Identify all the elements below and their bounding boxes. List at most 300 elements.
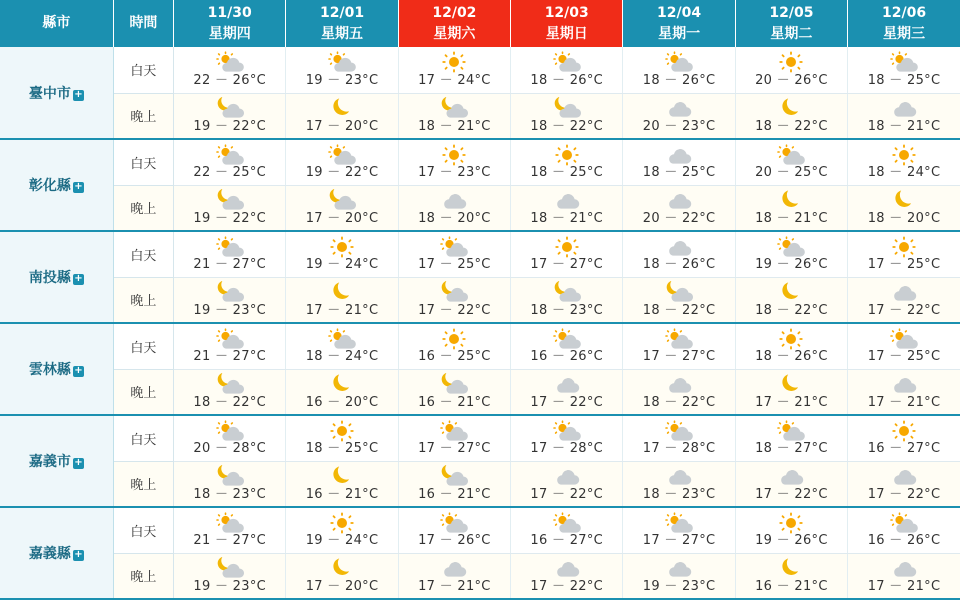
- expand-city-icon[interactable]: +: [74, 457, 83, 468]
- cloud-icon: [848, 465, 960, 487]
- sun-icon: [399, 51, 510, 73]
- sun-icon: [891, 420, 917, 442]
- forecast-cell: [623, 277, 735, 323]
- temperature-range: 16 － 21°C: [755, 578, 828, 594]
- sun-behind-cloud-icon: [215, 236, 245, 258]
- sun-behind-cloud-icon: [174, 419, 285, 441]
- header-day-date: 12/02: [432, 5, 477, 22]
- forecast-cell: [398, 415, 510, 461]
- moon-icon: [780, 557, 802, 579]
- sun-icon: [554, 144, 580, 166]
- table-header: [0, 0, 960, 47]
- temperature-range: 17 － 28°C: [642, 441, 716, 457]
- forecast-cell: [623, 323, 735, 369]
- forecast-cell: [511, 507, 623, 553]
- city-cell[interactable]: [0, 139, 113, 231]
- forecast-cell: [174, 93, 286, 139]
- temperature-range: 18 － 20°C: [867, 210, 941, 226]
- temperature-range: 18 － 23°C: [642, 486, 716, 502]
- temperature-range: 17 － 21°C: [867, 394, 941, 410]
- forecast-cell: [511, 323, 623, 369]
- moon-icon: [331, 557, 353, 579]
- cloud-icon: [890, 97, 918, 119]
- table-row: [0, 277, 960, 323]
- forecast-cell: [848, 507, 960, 553]
- sun-behind-cloud-icon: [327, 328, 357, 350]
- forecast-cell: [511, 231, 623, 277]
- forecast-cell: [286, 369, 398, 415]
- period-night-label: 晚上: [113, 461, 173, 507]
- header-row: [0, 0, 960, 47]
- forecast-cell: [623, 185, 735, 231]
- sun-behind-cloud-icon: [174, 327, 285, 349]
- temperature-range: 17 － 21°C: [867, 578, 941, 594]
- cloud-icon: [665, 144, 693, 166]
- sun-icon: [329, 512, 355, 534]
- forecast-cell: [848, 323, 960, 369]
- cloud-icon: [665, 236, 693, 258]
- moon-icon: [736, 97, 847, 119]
- forecast-cell: [398, 93, 510, 139]
- moon-icon: [331, 281, 353, 303]
- forecast-cell: [174, 47, 286, 93]
- city-cell[interactable]: [0, 415, 113, 507]
- temperature-range: 18 － 22°C: [530, 118, 604, 134]
- forecast-cell: [623, 231, 735, 277]
- forecast-cell: [848, 139, 960, 185]
- sun-behind-cloud-icon: [215, 512, 245, 534]
- temperature-range: 19 － 26°C: [755, 533, 828, 549]
- cloud-icon: [665, 97, 693, 119]
- sun-behind-cloud-icon: [286, 51, 397, 73]
- temperature-range: 21 － 27°C: [193, 349, 267, 365]
- period-day-label: 白天: [113, 415, 173, 461]
- table-row: [0, 461, 960, 507]
- forecast-cell: [398, 553, 510, 599]
- forecast-cell: [398, 507, 510, 553]
- table-row: [0, 415, 960, 461]
- temperature-range: 17 － 27°C: [642, 349, 716, 365]
- moon-behind-cloud-icon: [399, 465, 510, 487]
- cloud-icon: [511, 189, 622, 211]
- sun-behind-cloud-icon: [623, 511, 734, 533]
- forecast-cell: [398, 323, 510, 369]
- sun-behind-cloud-icon: [174, 235, 285, 257]
- moon-icon: [780, 189, 802, 211]
- forecast-cell: [848, 461, 960, 507]
- cloud-icon: [623, 465, 734, 487]
- forecast-cell: [735, 139, 847, 185]
- forecast-cell: [623, 507, 735, 553]
- temperature-range: 18 － 24°C: [867, 165, 941, 181]
- sun-icon: [554, 236, 580, 258]
- moon-behind-cloud-icon: [439, 97, 469, 119]
- moon-behind-cloud-icon: [215, 557, 245, 579]
- forecast-cell: [511, 461, 623, 507]
- sun-behind-cloud-icon: [736, 235, 847, 257]
- forecast-cell: [623, 93, 735, 139]
- moon-behind-cloud-icon: [215, 373, 245, 395]
- forecast-cell: [286, 139, 398, 185]
- forecast-cell: [398, 231, 510, 277]
- city-name: 臺中市: [28, 85, 71, 102]
- cloud-icon: [665, 557, 693, 579]
- forecast-cell: [735, 277, 847, 323]
- temperature-range: 17 － 21°C: [755, 394, 828, 410]
- moon-icon: [780, 373, 802, 395]
- sun-behind-cloud-icon: [327, 144, 357, 166]
- forecast-cell: [848, 277, 960, 323]
- sun-behind-cloud-icon: [848, 511, 960, 533]
- temperature-range: 20 － 25°C: [755, 165, 828, 181]
- forecast-cell: [398, 461, 510, 507]
- cloud-icon: [665, 373, 693, 395]
- sun-behind-cloud-icon: [848, 51, 960, 73]
- sun-behind-cloud-icon: [215, 144, 245, 166]
- sun-icon: [399, 143, 510, 165]
- forecast-cell: [735, 553, 847, 599]
- forecast-cell: [848, 93, 960, 139]
- forecast-cell: [735, 47, 847, 93]
- sun-icon: [736, 327, 847, 349]
- expand-city-icon[interactable]: +: [74, 365, 83, 376]
- cloud-icon: [553, 373, 581, 395]
- temperature-range: 19 － 24°C: [305, 257, 379, 273]
- sun-behind-cloud-icon: [439, 420, 469, 442]
- moon-behind-cloud-icon: [174, 97, 285, 119]
- period-night-label: 晚上: [113, 369, 173, 415]
- forecast-cell: [174, 231, 286, 277]
- period-night-label: 晚上: [113, 553, 173, 599]
- header-day-date: 12/03: [544, 5, 589, 22]
- header-day-5: [623, 0, 735, 47]
- table-row: [0, 139, 960, 185]
- moon-icon: [736, 281, 847, 303]
- sun-behind-cloud-icon: [174, 51, 285, 73]
- sun-icon: [778, 328, 804, 350]
- forecast-cell: [286, 461, 398, 507]
- moon-behind-cloud-icon: [511, 281, 622, 303]
- moon-behind-cloud-icon: [439, 465, 469, 487]
- cloud-icon: [890, 465, 918, 487]
- sun-behind-cloud-icon: [623, 327, 734, 349]
- moon-behind-cloud-icon: [174, 465, 285, 487]
- sun-behind-cloud-icon: [286, 143, 397, 165]
- sun-icon: [778, 51, 804, 73]
- expand-city-icon[interactable]: +: [74, 273, 83, 284]
- sun-behind-cloud-icon: [889, 512, 919, 534]
- sun-icon: [286, 235, 397, 257]
- forecast-cell: [848, 369, 960, 415]
- temperature-range: 18 － 22°C: [642, 394, 716, 410]
- forecast-cell: [286, 323, 398, 369]
- temperature-range: 18 － 25°C: [305, 441, 379, 457]
- sun-behind-cloud-icon: [623, 419, 734, 441]
- temperature-range: 18 － 26°C: [530, 72, 604, 88]
- city-cell[interactable]: [0, 323, 113, 415]
- sun-behind-cloud-icon: [623, 51, 734, 73]
- header-day-date: 12/06: [882, 5, 927, 22]
- moon-icon: [331, 97, 353, 119]
- cloud-icon: [623, 557, 734, 579]
- header-day-weekday: 星期四: [208, 25, 251, 42]
- moon-icon: [893, 189, 915, 211]
- header-day-date: 12/04: [657, 5, 702, 22]
- forecast-cell: [735, 415, 847, 461]
- forecast-cell: [286, 415, 398, 461]
- forecast-cell: [848, 47, 960, 93]
- header-day-7: [848, 0, 960, 47]
- temperature-range: 16 － 20°C: [305, 394, 379, 410]
- table-row: [0, 507, 960, 553]
- forecast-cell: [398, 139, 510, 185]
- temperature-range: 19 － 23°C: [305, 72, 379, 88]
- cloud-icon: [623, 235, 734, 257]
- sun-behind-cloud-icon: [889, 328, 919, 350]
- sun-behind-cloud-icon: [174, 511, 285, 533]
- cloud-icon: [736, 465, 847, 487]
- expand-city-icon[interactable]: +: [74, 88, 83, 100]
- sun-behind-cloud-icon: [174, 143, 285, 165]
- header-time: 時間: [113, 0, 173, 47]
- forecast-cell: [286, 185, 398, 231]
- forecast-cell: [735, 507, 847, 553]
- moon-behind-cloud-icon: [399, 97, 510, 119]
- table-body: [0, 47, 960, 599]
- temperature-range: 17 － 25°C: [418, 257, 491, 273]
- table-row: [0, 323, 960, 369]
- temperature-range: 18 － 25°C: [530, 165, 604, 181]
- temperature-range: 19 － 23°C: [193, 578, 267, 594]
- temperature-range: 18 － 22°C: [755, 118, 828, 134]
- forecast-cell: [623, 415, 735, 461]
- cloud-icon: [777, 465, 805, 487]
- header-day-2: [286, 0, 398, 47]
- period-night-label: 晚上: [113, 185, 173, 231]
- temperature-range: 18 － 22°C: [193, 394, 267, 410]
- temperature-range: 18 － 21°C: [755, 210, 828, 226]
- forecast-cell: [174, 553, 286, 599]
- header-day-weekday: 星期三: [883, 25, 926, 42]
- cloud-icon: [623, 189, 734, 211]
- temperature-range: 21 － 27°C: [193, 257, 267, 273]
- moon-behind-cloud-icon: [327, 189, 357, 211]
- forecast-cell: [174, 415, 286, 461]
- table-row: [0, 185, 960, 231]
- forecast-cell: [286, 93, 398, 139]
- sun-behind-cloud-icon: [664, 328, 694, 350]
- sun-icon: [441, 144, 467, 166]
- temperature-range: 18 － 22°C: [755, 302, 828, 318]
- header-day-3: [398, 0, 510, 47]
- temperature-range: 18 － 26°C: [642, 72, 716, 88]
- cloud-icon: [848, 281, 960, 303]
- temperature-range: 18 － 21°C: [530, 210, 604, 226]
- forecast-cell: [848, 553, 960, 599]
- sun-behind-cloud-icon: [511, 51, 622, 73]
- forecast-cell: [511, 369, 623, 415]
- temperature-range: 18 － 23°C: [193, 486, 267, 502]
- forecast-cell: [735, 461, 847, 507]
- temperature-range: 19 － 22°C: [305, 165, 379, 181]
- header-day-date: 12/05: [769, 5, 814, 22]
- sun-icon: [399, 327, 510, 349]
- cloud-icon: [440, 557, 468, 579]
- temperature-range: 18 － 21°C: [418, 118, 491, 134]
- city-name: 彰化縣: [28, 178, 71, 194]
- sun-behind-cloud-icon: [439, 236, 469, 258]
- cloud-icon: [399, 189, 510, 211]
- moon-behind-cloud-icon: [664, 281, 694, 303]
- sun-behind-cloud-icon: [511, 511, 622, 533]
- temperature-range: 20 － 23°C: [642, 118, 716, 134]
- moon-behind-cloud-icon: [439, 373, 469, 395]
- temperature-range: 18 － 21°C: [867, 118, 941, 134]
- temperature-range: 16 － 21°C: [418, 486, 491, 502]
- sun-behind-cloud-icon: [439, 512, 469, 534]
- temperature-range: 17 － 25°C: [867, 349, 941, 365]
- moon-behind-cloud-icon: [552, 281, 582, 303]
- forecast-cell: [511, 277, 623, 323]
- moon-behind-cloud-icon: [174, 557, 285, 579]
- moon-behind-cloud-icon: [174, 281, 285, 303]
- cloud-icon: [553, 189, 581, 211]
- cloud-icon: [623, 373, 734, 395]
- expand-city-icon[interactable]: +: [74, 549, 83, 560]
- forecast-cell: [174, 369, 286, 415]
- table-row: [0, 231, 960, 277]
- sun-behind-cloud-icon: [215, 420, 245, 442]
- cloud-icon: [623, 143, 734, 165]
- forecast-cell: [286, 277, 398, 323]
- forecast-cell: [735, 323, 847, 369]
- forecast-cell: [286, 231, 398, 277]
- forecast-cell: [174, 461, 286, 507]
- temperature-range: 20 － 22°C: [642, 210, 716, 226]
- city-cell[interactable]: [0, 47, 113, 139]
- temperature-range: 18 － 25°C: [642, 165, 716, 181]
- sun-icon: [848, 419, 960, 441]
- sun-behind-cloud-icon: [399, 235, 510, 257]
- moon-behind-cloud-icon: [215, 97, 245, 119]
- temperature-range: 18 － 25°C: [867, 72, 941, 88]
- sun-icon: [891, 236, 917, 258]
- cloud-icon: [890, 557, 918, 579]
- moon-icon: [286, 373, 397, 395]
- forecast-cell: [286, 507, 398, 553]
- cloud-icon: [848, 373, 960, 395]
- forecast-cell: [735, 231, 847, 277]
- header-day-6: [735, 0, 847, 47]
- forecast-cell: [511, 93, 623, 139]
- sun-behind-cloud-icon: [399, 511, 510, 533]
- sun-behind-cloud-icon: [776, 420, 806, 442]
- forecast-cell: [174, 507, 286, 553]
- moon-icon: [780, 281, 802, 303]
- cloud-icon: [890, 281, 918, 303]
- forecast-cell: [174, 139, 286, 185]
- temperature-range: 16 － 21°C: [418, 394, 491, 410]
- header-day-weekday: 星期六: [433, 25, 476, 42]
- temperature-range: 21 － 27°C: [193, 533, 267, 549]
- temperature-range: 17 － 22°C: [530, 486, 604, 502]
- cloud-icon: [848, 557, 960, 579]
- sun-behind-cloud-icon: [327, 51, 357, 73]
- cloud-icon: [890, 373, 918, 395]
- sun-icon: [286, 511, 397, 533]
- temperature-range: 19 － 22°C: [193, 210, 267, 226]
- period-day-label: 白天: [113, 507, 173, 553]
- moon-behind-cloud-icon: [552, 97, 582, 119]
- forecast-cell: [398, 277, 510, 323]
- cloud-icon: [665, 189, 693, 211]
- sun-icon: [511, 235, 622, 257]
- moon-icon: [331, 465, 353, 487]
- sun-behind-cloud-icon: [552, 51, 582, 73]
- temperature-range: 16 － 26°C: [530, 349, 604, 365]
- sun-behind-cloud-icon: [215, 328, 245, 350]
- sun-behind-cloud-icon: [286, 327, 397, 349]
- moon-icon: [286, 557, 397, 579]
- sun-icon: [736, 51, 847, 73]
- forecast-cell: [623, 461, 735, 507]
- forecast-cell: [735, 93, 847, 139]
- moon-icon: [331, 373, 353, 395]
- temperature-range: 19 － 24°C: [305, 533, 379, 549]
- forecast-cell: [286, 47, 398, 93]
- city-cell[interactable]: [0, 507, 113, 599]
- sun-icon: [329, 236, 355, 258]
- temperature-range: 17 － 22°C: [530, 578, 604, 594]
- table-row: [0, 47, 960, 93]
- sun-behind-cloud-icon: [552, 328, 582, 350]
- moon-behind-cloud-icon: [399, 373, 510, 395]
- sun-behind-cloud-icon: [848, 327, 960, 349]
- period-day-label: 白天: [113, 47, 173, 93]
- period-day-label: 白天: [113, 139, 173, 185]
- header-day-date: 12/01: [320, 5, 365, 22]
- sun-behind-cloud-icon: [511, 419, 622, 441]
- city-name: 雲林縣: [28, 362, 71, 378]
- table-row: [0, 93, 960, 139]
- city-cell[interactable]: [0, 231, 113, 323]
- sun-icon: [848, 143, 960, 165]
- moon-behind-cloud-icon: [215, 281, 245, 303]
- sun-icon: [778, 512, 804, 534]
- sun-icon: [441, 328, 467, 350]
- temperature-range: 18 － 23°C: [530, 302, 604, 318]
- forecast-cell: [735, 185, 847, 231]
- forecast-cell: [848, 415, 960, 461]
- city-name: 南投縣: [28, 270, 71, 286]
- temperature-range: 20 － 28°C: [193, 441, 267, 457]
- expand-city-icon[interactable]: +: [74, 181, 83, 192]
- moon-icon: [736, 373, 847, 395]
- temperature-range: 17 － 26°C: [418, 533, 491, 549]
- moon-icon: [780, 97, 802, 119]
- moon-icon: [286, 281, 397, 303]
- sun-behind-cloud-icon: [552, 512, 582, 534]
- forecast-cell: [174, 277, 286, 323]
- cloud-icon: [623, 97, 734, 119]
- forecast-cell: [511, 47, 623, 93]
- cloud-icon: [399, 557, 510, 579]
- forecast-cell: [848, 185, 960, 231]
- moon-icon: [736, 189, 847, 211]
- temperature-range: 17 － 22°C: [867, 486, 941, 502]
- forecast-cell: [511, 553, 623, 599]
- header-day-weekday: 星期五: [321, 25, 364, 42]
